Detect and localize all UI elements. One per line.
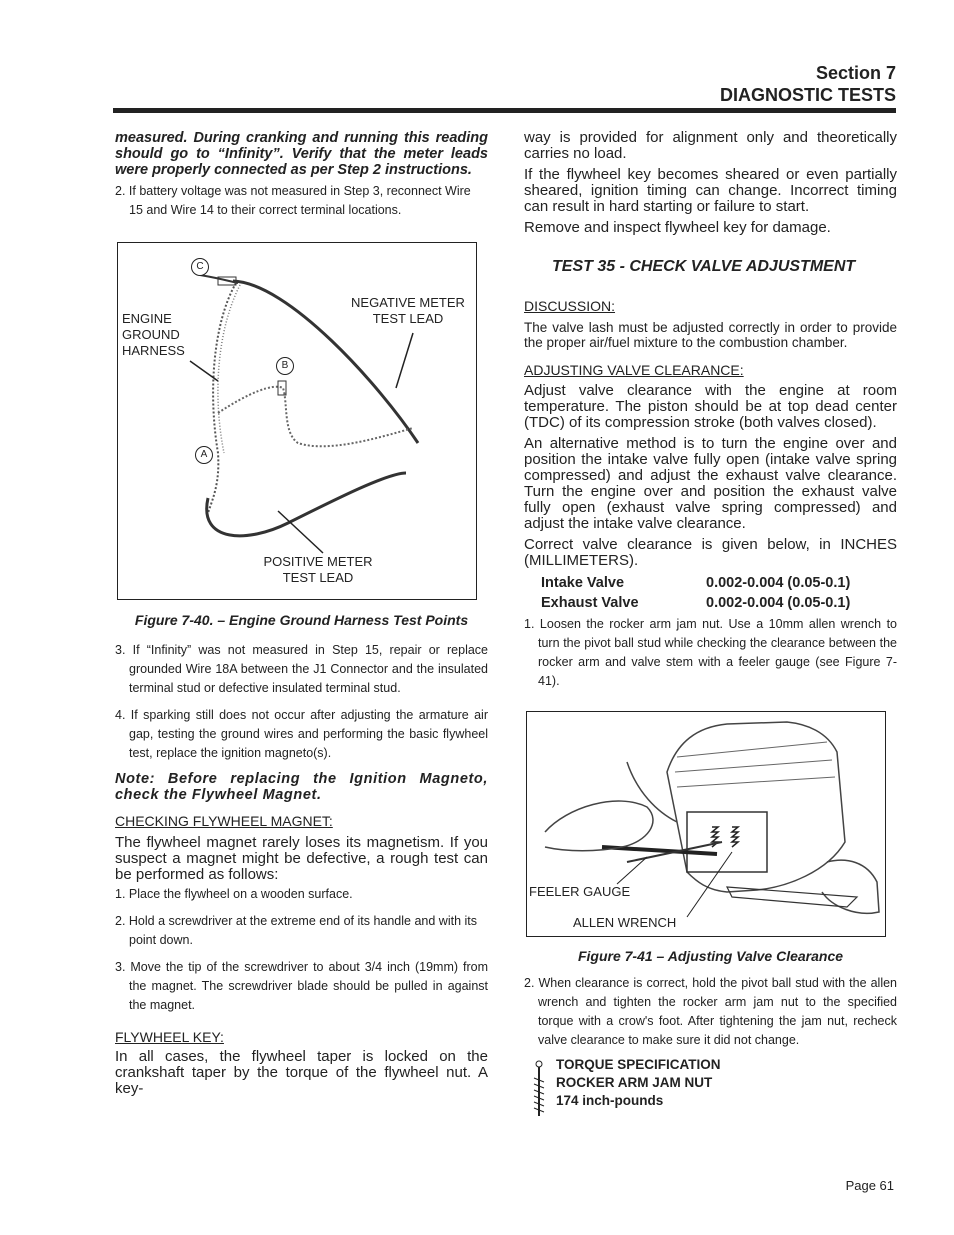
engine-ground-label: ENGINE GROUND HARNESS bbox=[122, 311, 185, 358]
test-35-title: TEST 35 - CHECK VALVE ADJUSTMENT bbox=[552, 258, 856, 275]
intro-bold-text: measured. During cranking and running this reading should go to “Infinity”. Verify that the meter leads were properly connected as per Step 2 instructions. bbox=[115, 130, 488, 178]
left-column bbox=[115, 130, 488, 1097]
alternative-method-body: An alternative method is to turn the engine over and position the intake valve fully open (intake valve spring compressed) and adjust the exhaust valve clearance. Turn the engine over and position the exhaust valve fully open (exhaust valve spring compressed) and adjust the intake valve clearance. bbox=[524, 435, 897, 532]
intake-label: Intake Valve bbox=[541, 575, 625, 591]
flywheel-key-body: In all cases, the flywheel taper is locked on the crankshaft taper by the torque of the flywheel nut. A key- bbox=[115, 1048, 488, 1097]
torque-spec-line-2: ROCKER ARM JAM NUT bbox=[556, 1075, 713, 1090]
magneto-note: Note: Before replacing the Ignition Magneto, check the Flywheel Magnet. bbox=[115, 771, 488, 803]
adjust-body: Adjust valve clearance with the engine at room temperature. The piston should be at top dead center (TDC) of its compression stroke (both valves closed). bbox=[524, 382, 897, 431]
intake-value: 0.002-0.004 (0.05-0.1) bbox=[706, 575, 851, 591]
magnet-step-1: 1. Place the flywheel on a wooden surface. bbox=[115, 887, 353, 901]
torque-spec-box bbox=[532, 1057, 897, 1118]
intake-row bbox=[541, 575, 897, 591]
keyway-continued: way is provided for alignment only and theoretically carries no load. bbox=[524, 129, 897, 162]
valve-drawing bbox=[527, 712, 885, 936]
inspect-key-text: Remove and inspect flywheel key for damage. bbox=[524, 219, 831, 236]
torque-spec-text bbox=[556, 1056, 721, 1110]
point-b-marker: B bbox=[276, 357, 294, 375]
valve-step-2: 2. When clearance is correct, hold the pivot ball stud with the allen wrench and tighten the rocker arm jam nut to the specified torque with a crow's foot. After tightening the jam nut, recheck valve clearance to make sure it did not change. bbox=[524, 976, 897, 1047]
step-4-text: 4. If sparking still does not occur after adjusting the armature air gap, testing the ground wires and performing the basic flywheel test, replace the ignition magneto(s). bbox=[115, 708, 488, 760]
flywheel-key-heading: FLYWHEEL KEY: bbox=[115, 1029, 224, 1045]
point-a-marker: A bbox=[195, 446, 213, 464]
negative-lead-label: NEGATIVE METER TEST LEAD bbox=[351, 295, 465, 326]
page-number: Page 61 bbox=[845, 1178, 894, 1193]
exhaust-label: Exhaust Valve bbox=[541, 595, 639, 611]
clearance-spec-table bbox=[541, 575, 897, 611]
page-header bbox=[720, 62, 896, 106]
checking-flywheel-body: The flywheel magnet rarely loses its magnetism. If you suspect a magnet might be defective, a rough test can be performed as follows: bbox=[115, 834, 488, 883]
correct-clearance-body: Correct valve clearance is given below, in INCHES (MILLIMETERS). bbox=[524, 536, 897, 569]
section-title: DIAGNOSTIC TESTS bbox=[719, 85, 896, 105]
magnet-step-3: 3. Move the tip of the screwdriver to about 3/4 inch (19mm) from the magnet. The screwdriver blade should be pulled in against the magnet. bbox=[115, 960, 488, 1012]
torque-spec-line-1: TORQUE SPECIFICATION bbox=[556, 1057, 721, 1072]
allen-wrench-label: ALLEN WRENCH bbox=[573, 915, 677, 930]
header-rule bbox=[113, 108, 896, 113]
sheared-key-text: If the flywheel key becomes sheared or even partially sheared, ignition timing can change. Incorrect timing can result in hard starting or failure to start. bbox=[524, 166, 897, 215]
checking-flywheel-heading: CHECKING FLYWHEEL MAGNET: bbox=[115, 813, 333, 829]
feeler-gauge-label: FEELER GAUGE bbox=[529, 884, 631, 899]
positive-lead-label: POSITIVE METER TEST LEAD bbox=[263, 554, 373, 585]
section-label: Section 7 bbox=[815, 63, 896, 83]
figure-7-41-caption: Figure 7-41 – Adjusting Valve Clearance bbox=[577, 948, 844, 964]
point-c-marker: C bbox=[191, 258, 209, 276]
torque-bolt-icon bbox=[532, 1060, 546, 1118]
figure-7-40 bbox=[117, 242, 477, 600]
right-column bbox=[524, 130, 897, 1118]
valve-step-1: 1. Loosen the rocker arm jam nut. Use a 10mm allen wrench to turn the pivot ball stud while checking the clearance between the rocker arm and valve stem with a feeler gauge (see Figure 7-41). bbox=[524, 617, 897, 688]
step-2-text: 2. If battery voltage was not measured in Step 3, reconnect Wire 15 and Wire 14 to their correct terminal locations. bbox=[115, 184, 471, 217]
adjusting-heading: ADJUSTING VALVE CLEARANCE: bbox=[524, 362, 744, 378]
discussion-heading: DISCUSSION: bbox=[524, 298, 616, 314]
magnet-step-2: 2. Hold a screwdriver at the extreme end of its handle and with its point down. bbox=[115, 914, 477, 947]
torque-spec-line-3: 174 inch-pounds bbox=[556, 1093, 664, 1108]
exhaust-value: 0.002-0.004 (0.05-0.1) bbox=[706, 595, 851, 611]
figure-7-41 bbox=[526, 711, 886, 937]
figure-7-40-caption: Figure 7-40. – Engine Ground Harness Test Points bbox=[134, 612, 469, 628]
discussion-body: The valve lash must be adjusted correctly in order to provide the proper air/fuel mixture to the combustion chamber. bbox=[524, 320, 897, 350]
exhaust-row bbox=[541, 595, 897, 611]
step-3-text: 3. If “Infinity” was not measured in Step 15, repair or replace grounded Wire 18A between the J1 Connector and the insulated terminal stud or defective insulated terminal stud. bbox=[115, 643, 488, 695]
